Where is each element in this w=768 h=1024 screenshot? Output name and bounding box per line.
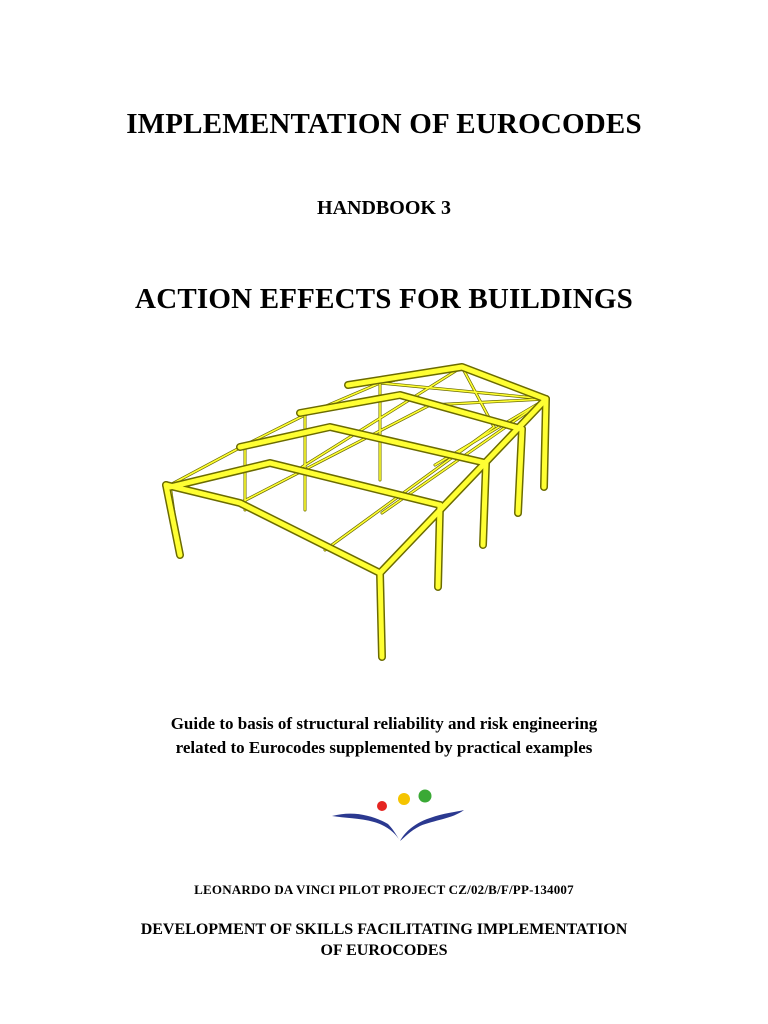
red-dot-icon [377,801,387,811]
project-reference: LEONARDO DA VINCI PILOT PROJECT CZ/02/B/F/PP-134007 [194,882,574,897]
development-line-2: OF EUROCODES [320,942,448,959]
green-dot-icon [419,790,432,803]
blue-swoosh-icon [332,810,464,841]
guide-description [0,712,768,760]
development-title [0,919,768,961]
portal-frames-outline [166,367,546,657]
guide-line-2: related to Eurocodes supplemented by practical examples [175,738,593,757]
portal-frames [166,367,546,657]
leonardo-da-vinci-programme-logo [330,786,466,842]
handbook-number: HANDBOOK 3 [317,197,451,219]
yellow-dot-icon [398,793,410,805]
main-title: IMPLEMENTATION OF EUROCODES [126,108,642,140]
guide-line-1: Guide to basis of structural reliability and risk engineering [170,714,598,733]
steel-frame-building-illustration [150,355,620,665]
development-line-1: DEVELOPMENT OF SKILLS FACILITATING IMPLEMENTATION [140,921,628,938]
document-subtitle: ACTION EFFECTS FOR BUILDINGS [135,283,633,315]
